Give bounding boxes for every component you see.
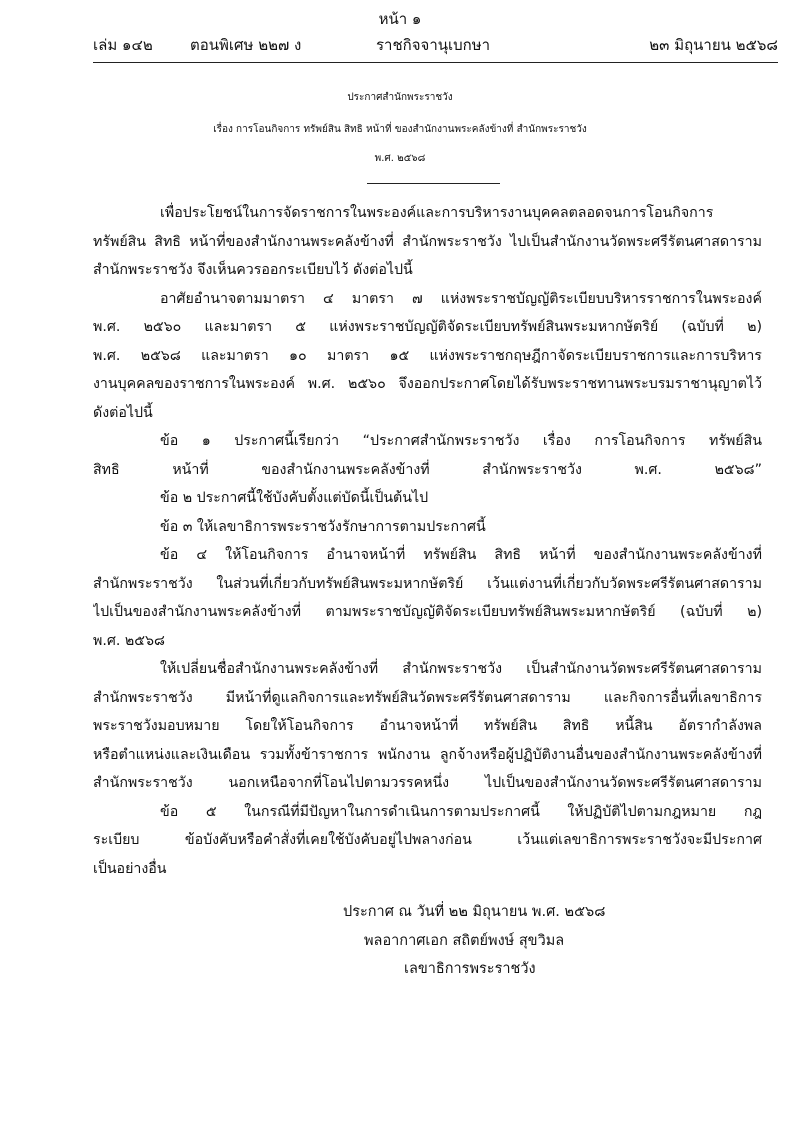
- clause-4b-line: [93, 770, 762, 796]
- clause-1-line: [160, 428, 762, 454]
- word: มาตรา: [327, 348, 370, 364]
- clause-4-line: [93, 599, 762, 625]
- word: อาศัยอำนาจตามมาตรา: [160, 291, 305, 307]
- word: สำนักพระราชวัง: [402, 234, 502, 250]
- clause-4b-line: [160, 656, 762, 682]
- word: ๒๕๖๘: [140, 348, 181, 364]
- word: ระเบียบ: [93, 832, 140, 848]
- word: ๕: [295, 319, 307, 335]
- paragraph-line: [93, 314, 762, 340]
- announcement-subject: เรื่อง การโอนกิจการ ทรัพย์สิน สิทธิ หน้าที่ ของสำนักงานพระคลังข้างที่ สำนักพระราชวัง: [213, 124, 587, 135]
- clause-4-line: พ.ศ. ๒๕๖๘: [93, 633, 165, 649]
- word: และกิจการอื่นที่เลขาธิการ: [603, 690, 762, 706]
- paragraph-line: สำนักพระราชวัง จึงเห็นควรออกระเบียบไว้ ดังต่อไปนี้: [93, 262, 413, 278]
- word: สำนักพระราชวัง: [93, 576, 193, 592]
- word: รวมทั้งข้าราชการ: [259, 747, 369, 763]
- word: แห่งพระราชบัญญัติจัดระเบียบทรัพย์สินพระมหากษัตริย์: [329, 319, 659, 335]
- word: เป็นสำนักงานวัดพระศรีรัตนศาสดาราม: [526, 661, 762, 677]
- word: สำนักพระราชวัง: [93, 775, 193, 791]
- word: ทรัพย์สิน: [708, 433, 762, 449]
- word: พนักงาน: [377, 747, 431, 763]
- word: สิทธิ: [494, 547, 522, 563]
- word: ๔: [323, 291, 334, 307]
- word: ของสำนักงานพระคลังข้างที่: [593, 547, 762, 563]
- signatory-position: เลขาธิการพระราชวัง: [404, 961, 536, 977]
- paragraph-line: เพื่อประโยชน์ในการจัดราชการในพระองค์และการบริหารงานบุคคลตลอดจนการโอนกิจการ: [160, 205, 714, 221]
- word: หน้าที่ของสำนักงานพระคลังข้างที่: [189, 234, 394, 250]
- word: พ.ศ.: [93, 319, 121, 335]
- word: ข้อ: [160, 804, 179, 820]
- word: จึงออกประกาศโดยได้รับพระราชทานพระบรมราชานุญาตไว้: [398, 376, 762, 392]
- word: ๑: [201, 433, 211, 449]
- word: ๒๕๖๐: [143, 319, 182, 335]
- word: มีหน้าที่ดูแลกิจการและทรัพย์สินวัดพระศรีรัตนศาสดาราม: [225, 690, 571, 706]
- word: ๒๕๖๘”: [714, 462, 762, 478]
- word: ข้อ: [160, 547, 179, 563]
- word: พ.ศ.: [307, 376, 336, 392]
- clause-5-line: เป็นอย่างอื่น: [93, 861, 167, 877]
- word: สำนักพระราชวัง: [402, 661, 503, 677]
- word: ๔: [196, 547, 208, 563]
- word: ให้โอนกิจการ: [225, 547, 309, 563]
- section-label: ตอนพิเศษ ๒๒๗ ง: [190, 36, 302, 54]
- clause-3: ข้อ ๓ ให้เลขาธิการพระราชวังรักษาการตามประกาศนี้: [160, 519, 486, 535]
- word: มาตรา: [351, 291, 394, 307]
- word: การโอนกิจการ: [594, 433, 686, 449]
- word: สิทธิ: [154, 234, 181, 250]
- word: หนี้สิน: [615, 718, 653, 734]
- word: พ.ศ.: [93, 348, 121, 364]
- word: แห่งพระราชกฤษฎีกาจัดระเบียบราชการและการบริหาร: [429, 348, 762, 364]
- announcement-date: ประกาศ ณ วันที่ ๒๒ มิถุนายน พ.ศ. ๒๕๖๘: [343, 904, 606, 920]
- word: อำนาจหน้าที่: [326, 547, 406, 563]
- word: หน้าที่: [539, 547, 576, 563]
- word: สิทธิ: [93, 462, 120, 478]
- announcement-title: ประกาศสำนักพระราชวัง: [347, 92, 453, 103]
- word: งานบุคคลของราชการในพระองค์: [93, 376, 295, 392]
- clause-5-line: [93, 827, 762, 853]
- clause-4b-line: [93, 742, 762, 768]
- word: เว้นแต่เลขาธิการพระราชวังจะมีประกาศ: [517, 832, 762, 848]
- gazette-date: ๒๓ มิถุนายน ๒๕๖๘: [649, 36, 778, 54]
- paragraph-line: [93, 371, 762, 397]
- title-divider: [367, 183, 500, 184]
- word: สำนักพระราชวัง: [482, 462, 582, 478]
- paragraph-line: [93, 343, 762, 369]
- word: ให้เปลี่ยนชื่อสำนักงานพระคลังข้างที่: [160, 661, 379, 677]
- word: พ.ศ.: [634, 462, 662, 478]
- word: ๒): [747, 319, 762, 335]
- paragraph-line: ดังต่อไปนี้: [93, 405, 153, 421]
- word: ข้อบังคับหรือคำสั่งที่เคยใช้บังคับอยู่ไปพลางก่อน: [184, 832, 472, 848]
- volume-label: เล่ม ๑๔๒: [93, 36, 153, 54]
- word: ทรัพย์สิน: [484, 718, 538, 734]
- word: ไปเป็นของสำนักงานพระคลังข้างที่: [93, 604, 301, 620]
- word: ๑๐: [289, 348, 307, 364]
- clause-4-line: [160, 542, 762, 568]
- word: ในกรณีที่มีปัญหาในการดำเนินการตามประกาศนี้: [244, 804, 540, 820]
- clause-4-line: [93, 571, 762, 597]
- word: ๒๕๖๐: [347, 376, 386, 392]
- word: กฎ: [743, 804, 762, 820]
- clause-4b-line: [93, 685, 762, 711]
- paragraph-line: [93, 229, 762, 255]
- word: ประกาศนี้เรียกว่า: [234, 433, 340, 449]
- clause-5-line: [160, 799, 762, 825]
- header-divider: [93, 62, 778, 63]
- word: ๕: [205, 804, 217, 820]
- word: หน้าที่: [172, 462, 209, 478]
- announcement-year: พ.ศ. ๒๕๖๘: [374, 153, 426, 164]
- word: ๗: [412, 291, 423, 307]
- word: ทรัพย์สิน: [423, 547, 477, 563]
- word: ๒): [747, 604, 762, 620]
- word: และมาตรา: [201, 348, 269, 364]
- clause-1-line: [93, 457, 762, 483]
- clause-2: ข้อ ๒ ประกาศนี้ใช้บังคับตั้งแต่บัดนี้เป็นต้นไป: [160, 490, 429, 506]
- word: โดยให้โอนกิจการ: [245, 718, 354, 734]
- word: หรือตำแหน่งและเงินเดือน: [93, 747, 251, 763]
- paragraph-line: [160, 286, 762, 312]
- word: ตามพระราชบัญญัติจัดระเบียบทรัพย์สินพระมหากษัตริย์: [325, 604, 656, 620]
- word: นอกเหนือจากที่โอนไปตามวรรคหนึ่ง: [228, 775, 450, 791]
- word: อัตรากำลังพล: [678, 718, 762, 734]
- word: ไปเป็นของสำนักงานวัดพระศรีรัตนศาสดาราม: [484, 775, 762, 791]
- word: ให้ปฏิบัติไปตามกฎหมาย: [567, 804, 717, 820]
- word: (ฉบับที่: [681, 319, 724, 335]
- word: “ประกาศสำนักพระราชวัง: [362, 433, 520, 449]
- word: เรื่อง: [542, 433, 571, 449]
- gazette-name: ราชกิจจานุเบกษา: [376, 36, 491, 54]
- word: และมาตรา: [204, 319, 273, 335]
- word: พระราชวังมอบหมาย: [93, 718, 220, 734]
- word: ๑๕: [389, 348, 410, 364]
- signatory-name: พลอากาศเอก สถิตย์พงษ์ สุขวิมล: [364, 933, 565, 949]
- word: สิทธิ: [562, 718, 590, 734]
- clause-4b-line: [93, 713, 762, 739]
- word: (ฉบับที่: [680, 604, 723, 620]
- word: ไปเป็นสำนักงานวัดพระศรีรัตนศาสดาราม: [510, 234, 762, 250]
- word: ข้อ: [160, 433, 179, 449]
- word: ทรัพย์สิน: [93, 234, 146, 250]
- word: ในส่วนที่เกี่ยวกับทรัพย์สินพระมหากษัตริย์: [216, 576, 464, 592]
- word: ของสำนักงานพระคลังข้างที่: [261, 462, 430, 478]
- word: ลูกจ้างหรือผู้ปฏิบัติงานอื่นของสำนักงานพระคลังข้างที่: [439, 747, 762, 763]
- page-number: หน้า ๑: [378, 10, 422, 28]
- word: สำนักพระราชวัง: [93, 690, 193, 706]
- word: แห่งพระราชบัญญัติระเบียบบริหารราชการในพระองค์: [440, 291, 762, 307]
- word: อำนาจหน้าที่: [379, 718, 459, 734]
- word: เว้นแต่งานที่เกี่ยวกับวัดพระศรีรัตนศาสดาราม: [487, 576, 762, 592]
